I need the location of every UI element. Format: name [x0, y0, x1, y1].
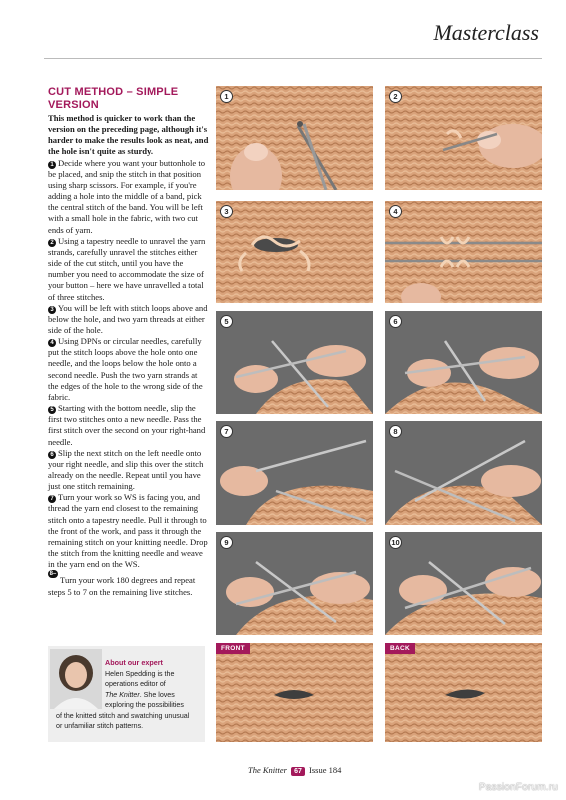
step-5 — [48, 403, 210, 448]
header-divider — [44, 58, 542, 59]
step-photo-number: 5 — [220, 315, 233, 328]
article-column — [48, 86, 210, 598]
front-photo — [216, 643, 373, 742]
step-photo-number: 8 — [389, 425, 402, 438]
step-photo-6 — [385, 311, 542, 414]
step-photo-10 — [385, 532, 542, 635]
expert-bio-text: . She loves — [139, 690, 175, 699]
step-number-badge: 5 — [48, 406, 56, 414]
step-photo-9 — [216, 532, 373, 635]
step-number-badge: 1 — [48, 161, 56, 169]
step-text: Starting with the bottom needle, slip the first two stitches onto a new needle. Pass the first stitch over the second on your right-hand needle. — [48, 403, 206, 447]
step-6 — [48, 448, 210, 493]
step-text: You will be left with stitch loops above and below the hole, and two yarn threads at either side of the hole. — [48, 302, 208, 335]
step-text: Turn your work so WS is facing you, and thread the yarn end closest to the remaining stitch onto a tapestry needle. Pull it through to the front of the work, and pass it through the remaining stitch on your knitting needle. Drop the stitch from the knitting needle and weave in the yarn end on the WS. — [48, 492, 208, 570]
article-heading: CUT METHOD – SIMPLE VERSION — [48, 86, 179, 111]
step-text: Decide where you want your buttonhole to be placed, and snip the stitch in that position using sharp scissors. For example, if you're adding a hole into the middle of a band, pick the central stitch of the band. You will be left with a small hole in the fabric, with two cut ends of yarn. — [48, 157, 206, 235]
step-photo-number: 3 — [220, 205, 233, 218]
page-number: 67 — [291, 767, 305, 776]
front-label: FRONT — [216, 643, 250, 654]
step-3 — [48, 303, 210, 336]
step-photo-number: 4 — [389, 205, 402, 218]
step-photo-2 — [385, 86, 542, 190]
expert-bio-line: or unfamiliar stitch patterns. — [56, 722, 144, 731]
magazine-name: The Knitter — [105, 690, 140, 699]
step-photo-number: 1 — [220, 90, 233, 103]
expert-bio-line: exploring the possibilities — [105, 701, 184, 710]
step-photo-3 — [216, 201, 373, 303]
back-label: BACK — [385, 643, 415, 654]
article-intro: This method is quicker to work than the version on the preceding page, although it's harder to make the results look as neat, and the hole isn't quite as sturdy. — [48, 113, 209, 157]
page-footer — [248, 765, 341, 776]
step-4 — [48, 336, 210, 403]
step-photo-7 — [216, 421, 373, 525]
step-text: Using a tapestry needle to unravel the yarn strands, carefully unravel the stitches either side of the cut stitch, until you have the number you need to accommodate the size of your button – here we have unravelled a total of three stitches. — [48, 235, 206, 302]
step-2 — [48, 236, 210, 303]
step-text: Using DPNs or circular needles, carefully put the stitch loops above the hole onto one needle, and the loops below the hole onto a second needle. Push the two yarn strands at the edges of the hole to the wrong side of the fabric. — [48, 336, 203, 402]
about-expert-box — [48, 646, 205, 742]
step-photo-number: 10 — [389, 536, 402, 549]
expert-heading: About our expert — [105, 658, 163, 667]
step-photo-number: 2 — [389, 90, 402, 103]
step-text: Slip the next stitch on the left needle onto your right needle, and slip this over the stitch already on the needle. Repeat until you have just one stitch remaining. — [48, 447, 204, 492]
step-photo-1 — [216, 86, 373, 190]
watermark: PassionForum.ru — [478, 782, 558, 793]
expert-bio-line: of the knitted stitch and swatching unusual — [56, 711, 190, 720]
step-number-badge: 6 — [48, 451, 56, 459]
footer-issue: Issue 184 — [309, 765, 342, 775]
step-photo-4 — [385, 201, 542, 303]
step-8-10 — [48, 570, 210, 597]
back-photo — [385, 643, 542, 742]
expert-bio-line: operations editor of — [105, 680, 166, 689]
step-7 — [48, 492, 210, 570]
step-1 — [48, 158, 210, 236]
expert-bio-line — [56, 690, 201, 700]
footer-magazine: The Knitter — [248, 765, 287, 775]
step-number-badge: 8–10 — [49, 571, 57, 586]
expert-bio-line: Helen Spedding is the — [105, 670, 175, 678]
section-title: Masterclass — [433, 20, 539, 45]
step-photo-8 — [385, 421, 542, 525]
step-number-badge: 4 — [48, 339, 56, 347]
step-photo-number: 7 — [220, 425, 233, 438]
step-photo-number: 9 — [220, 536, 233, 549]
step-number-badge: 2 — [48, 239, 56, 247]
expert-bio — [56, 669, 201, 731]
step-number-badge: 3 — [48, 306, 56, 314]
step-number-badge: 7 — [48, 495, 56, 503]
step-photo-5 — [216, 311, 373, 414]
step-photo-number: 6 — [389, 315, 402, 328]
step-text: Turn your work 180 degrees and repeat steps 5 to 7 on the remaining live stitches. — [48, 575, 196, 597]
